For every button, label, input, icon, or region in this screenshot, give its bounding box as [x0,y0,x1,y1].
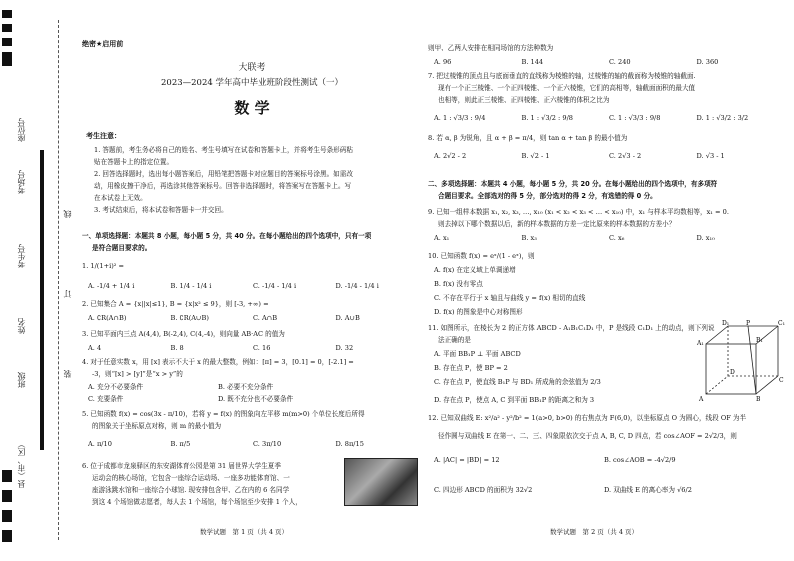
question-7: 7. 把过棱锥的顶点且与底面垂直的直线称为棱锥的轴，过棱锥的轴的截面称为棱锥的轴截面. [428,72,696,80]
option: C. 充要条件 [88,395,124,403]
options-12b [434,486,774,495]
subject-title: 数 学 [234,99,270,117]
cube-label: B [756,396,761,403]
option: A. 4 [88,344,102,352]
option: D. -1/4 - 1/4 i [335,282,379,290]
cube-label: A₁ [697,340,704,347]
question-9: 9. 已知一组样本数据 x₁, x₂, x₃, …, x₁₀ (x₁ < x₂ < x₃ < … < x₁₀) 中，x₁ 与样本平均数相等，x₁ = 0. [428,208,729,216]
option: C. 存在点 P，使直线 B₁P 与 BD₁ 所成角的余弦值为 2/3 [434,378,601,386]
page-footer: 数学试题 第 1 页（共 4 页） [200,528,289,536]
option: A. ∁R(A∩B) [88,314,127,322]
cube-label: D₁ [722,320,730,327]
options-4a [88,383,348,392]
cube-label: A [699,396,704,403]
confidential-label: 绝密★启用前 [82,40,124,48]
option: C. 16 [253,344,271,352]
option: B. 8 [170,344,184,352]
question-11: 11. 如图所示，在棱长为 2 的正方体 ABCD - A₁B₁C₁D₁ 中，P 是线段 C₁D₁ 上的动点，则下列说 [428,324,715,332]
option: C. 3π/10 [253,440,282,448]
option: C. -1/4 - 1/4 i [253,282,297,290]
marker-block [2,38,12,46]
notes-line: 贴在答题卡上的指定位置。 [94,158,174,166]
question-11-cont: 法正确的是 [438,336,471,344]
cube-label: D [730,369,735,376]
question-5: 5. 已知函数 f(x) = cos(3x - π/10)，若将 y = f(x) 的图象向左平移 m(m>0) 个单位长度后所得 [82,410,365,418]
options-2 [88,314,418,323]
marker-block [2,490,12,502]
cube-label: C₁ [778,320,785,327]
exam-subtitle: 2023—2024 学年高中毕业班阶段性测试（一） [161,78,343,88]
question-2: 2. 已知集合 A = {x||x|≤1}, B = {x|x² ≤ 9}，则 [-3, +∞) = [82,300,269,308]
notes-line: 动，用橡皮擦干净后，再选涂其他答案标号。回答非选择题时，将答案写在答题卡上。写 [94,182,352,190]
cube-diagram [696,318,784,402]
option: C. 2√3 - 2 [609,152,642,160]
option: A. 96 [434,58,452,66]
question-5-cont: 的图象关于坐标原点对称，则 m 的最小值为 [92,422,222,430]
marker-block [2,24,12,32]
page-one [82,0,422,561]
option: D. 360 [696,58,719,66]
exam-name: 大联考 [238,63,266,73]
option: C. 240 [609,58,631,66]
cube-label: B₁ [756,337,763,344]
option: D. 8π/15 [335,440,364,448]
option: B. 1/4 - 1/4 i [170,282,212,290]
field-county: 县（市、区） [17,440,26,488]
cut-mark-install: 装 [63,370,72,378]
option: D. √3 - 1 [696,152,725,160]
option: D. 双曲线 E 的离心率为 √6/2 [604,486,692,494]
option: D. 既不充分也不必要条件 [218,395,294,403]
option: B. 必要不充分条件 [218,383,274,391]
question-12-cont: 径作圆与双曲线 E 在第一、二、三、四象限依次交于点 A, B, C, D 四点，若 cos∠AOF = 2√2/3，则 [438,432,737,440]
option: A. 2√2 - 2 [434,152,467,160]
question-10: 10. 已知函数 f(x) = eˣ/(1 - eˣ)，则 [428,252,535,260]
question-6-cont: 运动会的核心场馆，它包含一座综合运动场、一座多功能体育馆、一 [92,474,290,482]
options-1 [88,282,418,291]
question-12: 12. 已知双曲线 E: x²/a² - y²/b² = 1(a>0, b>0) 的右焦点为 F(6,0)，以坐标原点 O 为圆心，线段 OF 为半 [428,414,747,422]
option: A. -1/4 + 1/4 i [88,282,135,290]
marker-block [2,510,12,522]
options-3 [88,344,418,353]
question-6: 6. 位于成都市龙泉驿区的东安湖体育公园是第 31 届世界大学生夏季 [82,462,281,470]
question-8: 8. 若 α, β 为锐角，且 α + β = π/4，则 tan α + tan β 的最小值为 [428,134,628,142]
option: A. x₁ [434,234,450,242]
marker-block [2,470,12,482]
options-6 [434,58,784,67]
binding-strip [0,0,75,561]
cut-line [58,20,59,540]
option: B. √2 - 1 [521,152,550,160]
option: A. 1 : √3/3 : 9/4 [434,114,486,122]
cut-mark-line: 线 [63,210,72,218]
option: D. 1 : √3/2 : 3/2 [696,114,749,122]
field-room: 考场号 [17,170,26,194]
page-two [428,0,788,561]
question-1: 1. 1/(1+i)² = [82,262,125,270]
option: D. 存在点 P，使点 A, C 到平面 BB₁P 的距离之和为 3 [434,396,595,404]
option: B. x₃ [521,234,537,242]
option: D. 32 [335,344,354,352]
option: D. A∪B [335,314,360,322]
notes-title: 考生注意： [86,132,121,140]
question-4-cont: -3，则“[x] > [y]”是“x > y”的 [92,370,183,378]
option: C. 不存在平行于 x 轴且与曲线 y = f(x) 相切的直线 [434,294,586,302]
options-9 [434,234,784,243]
option: C. x₆ [609,234,625,242]
marker-block [2,52,12,66]
option: D. f(x) 的图象是中心对称图形 [434,308,523,316]
question-9-cont: 则去掉以下哪个数据以后，新的样本数据的方差一定比原来的样本数据的方差小？ [438,220,676,228]
notes-line: 在本试卷上无效。 [94,194,147,202]
option: B. cos∠AOB = -4√2/9 [604,456,676,464]
options-8 [434,152,784,161]
section-heading: 二、多项选择题：本题共 4 小题，每小题 5 分，共 20 分。在每小题给出的四个选项中，有多项符 [428,180,718,188]
cut-mark-bind: 订 [63,290,72,298]
section-heading: 一、单项选择题：本题共 8 小题，每小题 5 分，共 40 分。在每小题给出的四个选项中，只有一项 [82,232,372,240]
field-seat: 座位号 [17,118,26,142]
options-5 [88,440,418,449]
cube-label: C [779,377,784,384]
question-3: 3. 已知平面内三点 A(4,4), B(-2,4), C(4,-4)，则向量 AB·AC 的值为 [82,330,285,338]
section-heading: 合题目要求。全部选对的得 5 分，部分选对的得 2 分，有选错的得 0 分。 [438,192,657,200]
question-6-cont: 座游泳跳水馆和一座综合小球馆. 现安排包含甲、乙在内的 6 名同学 [92,486,290,494]
marker-block [2,10,12,18]
option: C. 1 : √3/3 : 9/8 [609,114,661,122]
option: A. f(x) 在定义域上单调递增 [434,266,516,274]
option: B. 144 [521,58,544,66]
notes-line: 2. 回答选择题时，选出每小题答案后，用铅笔把答题卡对应题目的答案标号涂黑。如需改 [94,170,353,178]
question-6-tail: 则甲、乙两人安排在相同场馆的方法种数为 [428,44,554,52]
field-class: 班级 [17,372,26,388]
option: C. 四边形 ABCD 的面积为 32√2 [434,486,533,494]
option: D. x₁₀ [696,234,715,242]
options-7 [434,114,784,123]
notes-line: 3. 考试结束后，将本试卷和答题卡一并交回。 [94,206,228,214]
option: B. 存在点 P，使 BP = 2 [434,364,508,372]
option: A. 充分不必要条件 [88,383,144,391]
marker-block [40,150,44,450]
options-4b [88,395,348,404]
option: A. 平面 BB₁P ⊥ 平面 ABCD [434,350,521,358]
cube-label: P [746,320,751,327]
field-name: 姓名 [17,318,26,334]
stadium-photo [344,458,418,506]
question-6-cont: 到这 4 个场馆做志愿者，每人去 1 个场馆，每个场馆至少安排 1 个人， [92,498,302,506]
marker-block [2,530,12,542]
option: B. f(x) 没有零点 [434,280,483,288]
section-heading: 是符合题目要求的。 [92,244,152,252]
option: B. π/5 [170,440,191,448]
question-4: 4. 对于任意实数 x，用 [x] 表示不大于 x 的最大整数，例如：[π] = 3，[0.1] = 0，[-2.1] = [82,358,354,366]
question-7-cont: 也相等，则此正三棱锥、正四棱锥、正六棱锥的体积之比为 [438,96,610,104]
options-12a [434,456,774,465]
notes-line: 1. 答题前，考生务必将自己的姓名、考生号填写在试卷和答题卡上，并将考生号条形码粘 [94,146,353,154]
field-exam-no: 考生号 [17,244,26,268]
option: B. ∁R(A∪B) [170,314,209,322]
option: C. A∩B [253,314,278,322]
option: A. π/10 [88,440,112,448]
option: B. 1 : √3/2 : 9/8 [521,114,573,122]
page-footer: 数学试题 第 2 页（共 4 页） [550,528,639,536]
question-7-cont: 现有一个正三棱锥、一个正四棱锥、一个正六棱锥，它们的高相等，轴截面面积的最大值 [438,84,696,92]
option: A. |AC| = |BD| = 12 [434,456,500,464]
